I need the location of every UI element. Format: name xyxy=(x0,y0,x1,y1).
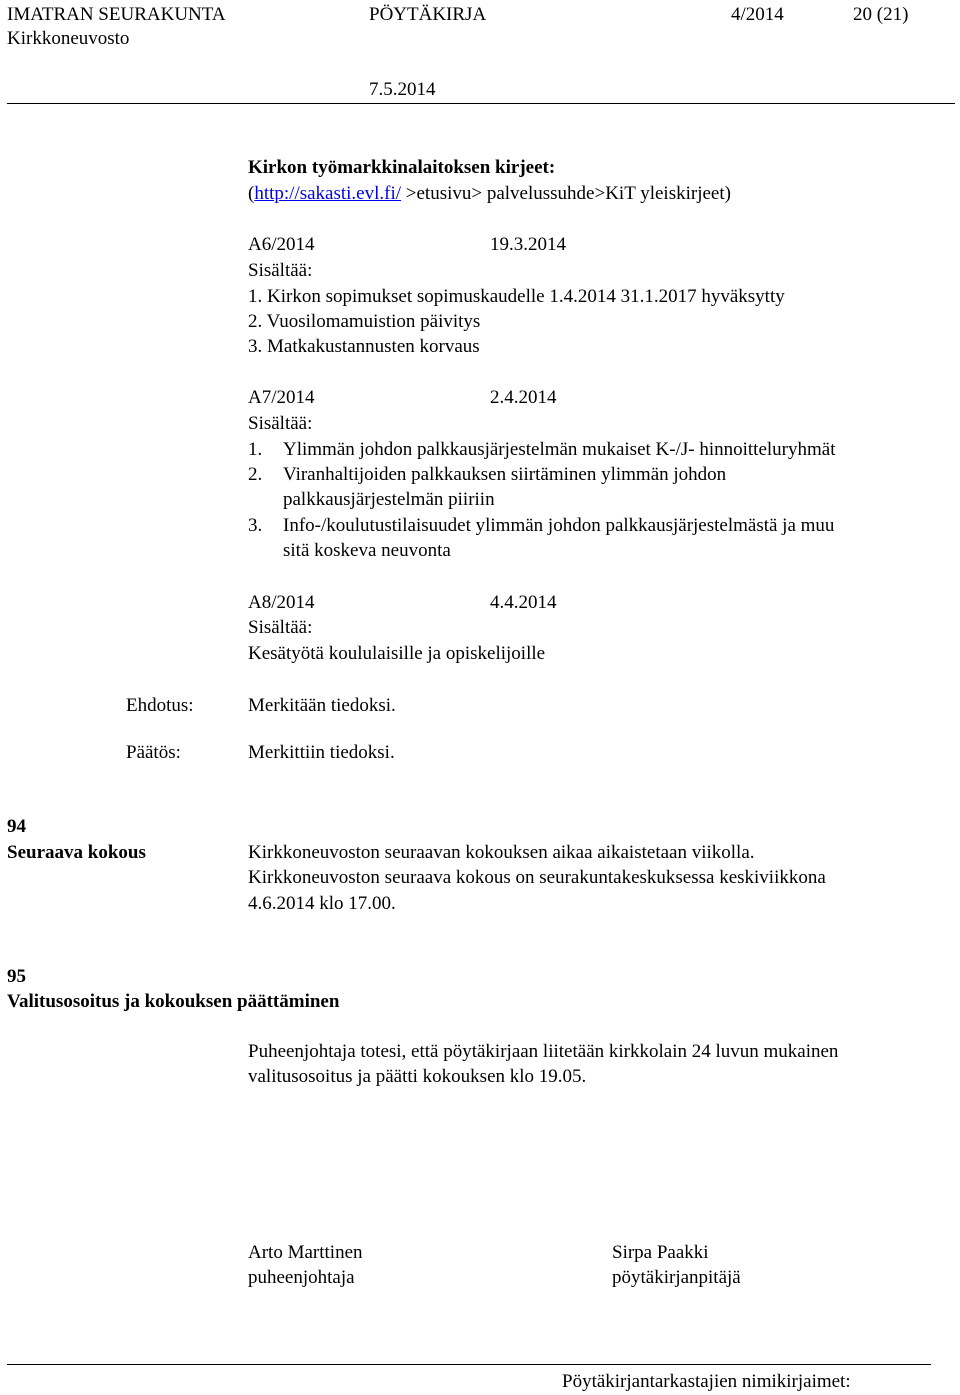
sakasti-link[interactable]: http://sakasti.evl.fi/ xyxy=(254,183,402,204)
section-94-number: 94 xyxy=(7,816,26,837)
letter-text-a8: Kesätyötä koululaisille ja opiskelijoille xyxy=(248,643,546,664)
document-type: PÖYTÄKIRJA xyxy=(369,4,487,25)
decision-text: Merkittiin tiedoksi. xyxy=(248,742,395,763)
letter-id-a6: A6/2014 xyxy=(248,234,315,255)
section-95-number: 95 xyxy=(7,966,26,987)
letter-item-a7-1: Ylimmän johdon palkkausjärjestelmän mukaiset K-/J- hinnoitteluryhmät xyxy=(283,439,836,460)
section-94-title: Seuraava kokous xyxy=(7,842,146,863)
signature-chair-role: puheenjohtaja xyxy=(248,1267,355,1288)
meeting-date: 7.5.2014 xyxy=(369,79,436,100)
proposal-label: Ehdotus: xyxy=(126,695,194,716)
letter-item-a7-3-line2: sitä koskeva neuvonta xyxy=(283,540,451,561)
letter-item-a6-2: 2. Vuosilomamuistion päivitys xyxy=(248,311,481,332)
letter-item-a7-2-line2: palkkausjärjestelmän piiriin xyxy=(283,489,495,510)
link-path-text: >etusivu> palvelussuhde>KiT yleiskirjeet) xyxy=(401,183,731,204)
section-94-line3: 4.6.2014 klo 17.00. xyxy=(248,893,396,914)
letter-item-num-a7-3: 3. xyxy=(248,515,263,536)
letter-item-a6-3: 3. Matkakustannusten korvaus xyxy=(248,336,480,357)
section-95-line2: valitusosoitus ja päätti kokouksen klo 19.05. xyxy=(248,1066,587,1087)
section-95-line1: Puheenjohtaja totesi, että pöytäkirjaan liitetään kirkkolain 24 luvun mukainen xyxy=(248,1041,839,1062)
letter-id-a7: A7/2014 xyxy=(248,387,315,408)
letter-contents-label-a8: Sisältää: xyxy=(248,617,313,638)
letter-contents-label-a7: Sisältää: xyxy=(248,413,313,434)
footer-divider xyxy=(7,1364,931,1365)
letter-date-a6: 19.3.2014 xyxy=(490,234,566,255)
signature-secretary-role: pöytäkirjanpitäjä xyxy=(612,1267,741,1288)
org-name: IMATRAN SEURAKUNTA xyxy=(7,4,226,25)
signature-chair-name: Arto Marttinen xyxy=(248,1242,363,1263)
letter-item-num-a7-2: 2. xyxy=(248,464,263,485)
letter-item-num-a7-1: 1. xyxy=(248,439,263,460)
link-open-paren: ( xyxy=(248,183,255,204)
document-number: 4/2014 xyxy=(731,4,784,25)
section-94-line1: Kirkkoneuvoston seuraavan kokouksen aikaa aikaistetaan viikolla. xyxy=(248,842,755,863)
body-name: Kirkkoneuvosto xyxy=(7,28,130,49)
letter-id-a8: A8/2014 xyxy=(248,592,315,613)
letter-date-a8: 4.4.2014 xyxy=(490,592,557,613)
letter-item-a6-1: 1. Kirkon sopimukset sopimuskaudelle 1.4.2014 31.1.2017 hyväksytty xyxy=(248,286,785,307)
signature-secretary-name: Sirpa Paakki xyxy=(612,1242,709,1263)
letter-contents-label-a6: Sisältää: xyxy=(248,260,313,281)
decision-label: Päätös: xyxy=(126,742,181,763)
letters-source xyxy=(248,181,731,207)
page-number: 20 (21) xyxy=(853,4,909,25)
proposal-text: Merkitään tiedoksi. xyxy=(248,695,396,716)
letter-item-a7-2-line1: Viranhaltijoiden palkkauksen siirtäminen ylimmän johdon xyxy=(283,464,727,485)
letter-date-a7: 2.4.2014 xyxy=(490,387,557,408)
section-94-line2: Kirkkoneuvoston seuraava kokous on seurakuntakeskuksessa keskiviikkona xyxy=(248,867,826,888)
letters-title: Kirkon työmarkkinalaitoksen kirjeet: xyxy=(248,157,556,178)
footer-initials-label: Pöytäkirjantarkastajien nimikirjaimet: xyxy=(562,1371,851,1392)
section-95-title: Valitusosoitus ja kokouksen päättäminen xyxy=(7,991,340,1012)
header-divider xyxy=(7,103,955,104)
letter-item-a7-3-line1: Info-/koulutustilaisuudet ylimmän johdon palkkausjärjestelmästä ja muu xyxy=(283,515,835,536)
